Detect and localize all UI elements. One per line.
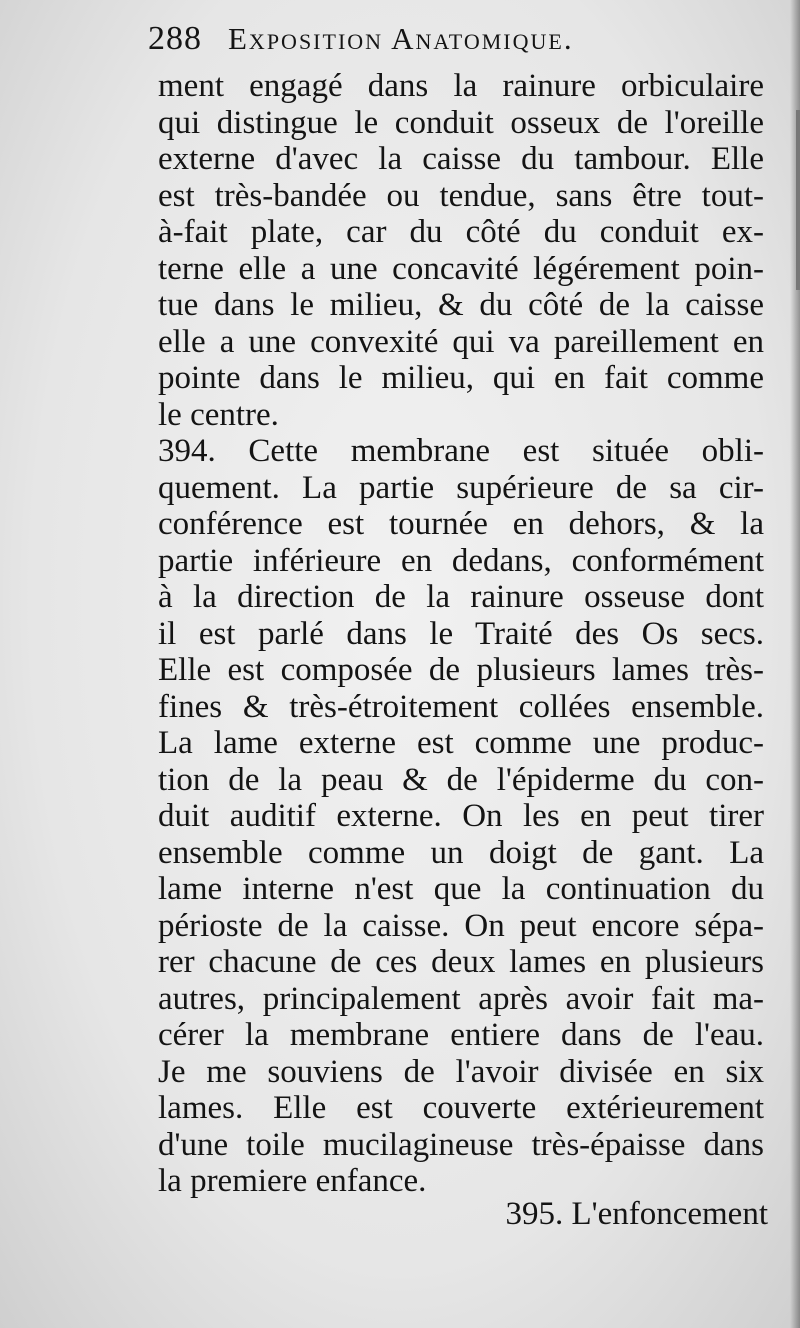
text-line: Elle est composée de plusieurs lames très- bbox=[158, 652, 764, 688]
text-line: ment engagé dans la rainure orbiculaire bbox=[158, 68, 764, 104]
text-line: lames. Elle est couverte extérieurement bbox=[158, 1090, 764, 1126]
text-line: périoste de la caisse. On peut encore sépa- bbox=[158, 907, 764, 944]
text-line: ensemble comme un doigt de gant. La bbox=[158, 834, 764, 871]
text-line: le centre. bbox=[158, 396, 279, 433]
body-text bbox=[158, 68, 764, 1200]
text-line: La lame externe est comme une produc- bbox=[158, 725, 764, 761]
text-line: il est parlé dans le Traité des Os secs. bbox=[158, 615, 764, 652]
text-line: la premiere enfance. bbox=[158, 1163, 427, 1199]
text-line: 394. Cette membrane est située obli- bbox=[158, 433, 764, 469]
text-line: quement. La partie supérieure de sa cir- bbox=[158, 469, 764, 506]
text-line: à la direction de la rainure osseuse dont bbox=[158, 579, 764, 615]
text-line: autres, principalement après avoir fait ma- bbox=[158, 980, 764, 1017]
text-line: lame interne n'est que la continuation du bbox=[158, 871, 764, 907]
text-line: Je me souviens de l'avoir divisée en six bbox=[158, 1053, 764, 1090]
text-line: tion de la peau & de l'épiderme du con- bbox=[158, 761, 764, 798]
page-number: 288 bbox=[148, 20, 202, 57]
text-line: cérer la membrane entiere dans de l'eau. bbox=[158, 1017, 764, 1053]
text-line: rer chacune de ces deux lames en plusieurs bbox=[158, 944, 764, 980]
text-line: conférence est tournée en dehors, & la bbox=[158, 506, 764, 542]
text-line: terne elle a une concavité légérement poin- bbox=[158, 250, 764, 287]
text-line: qui distingue le conduit osseux de l'oreille bbox=[158, 104, 764, 141]
text-line: elle a une convexité qui va pareillement en bbox=[158, 323, 764, 360]
text-line: externe d'avec la caisse du tambour. Elle bbox=[158, 141, 764, 177]
running-header bbox=[148, 20, 788, 70]
text-line: à-fait plate, car du côté du conduit ex- bbox=[158, 214, 764, 250]
catchword: 395. L'enfoncement bbox=[505, 1196, 768, 1232]
text-line: tue dans le milieu, & du côté de la caisse bbox=[158, 287, 764, 323]
text-line: duit auditif externe. On les en peut tirer bbox=[158, 798, 764, 834]
running-title: Exposition Anatomique. bbox=[228, 21, 574, 56]
text-line: est très-bandée ou tendue, sans être tout- bbox=[158, 177, 764, 214]
text-line: fines & très-étroitement collées ensemble. bbox=[158, 688, 764, 725]
text-line: d'une toile mucilagineuse très-épaisse dans bbox=[158, 1126, 764, 1163]
text-line: partie inférieure en dedans, conformément bbox=[158, 542, 764, 579]
page-edge-mark bbox=[796, 110, 800, 290]
text-line: pointe dans le milieu, qui en fait comme bbox=[158, 360, 764, 396]
